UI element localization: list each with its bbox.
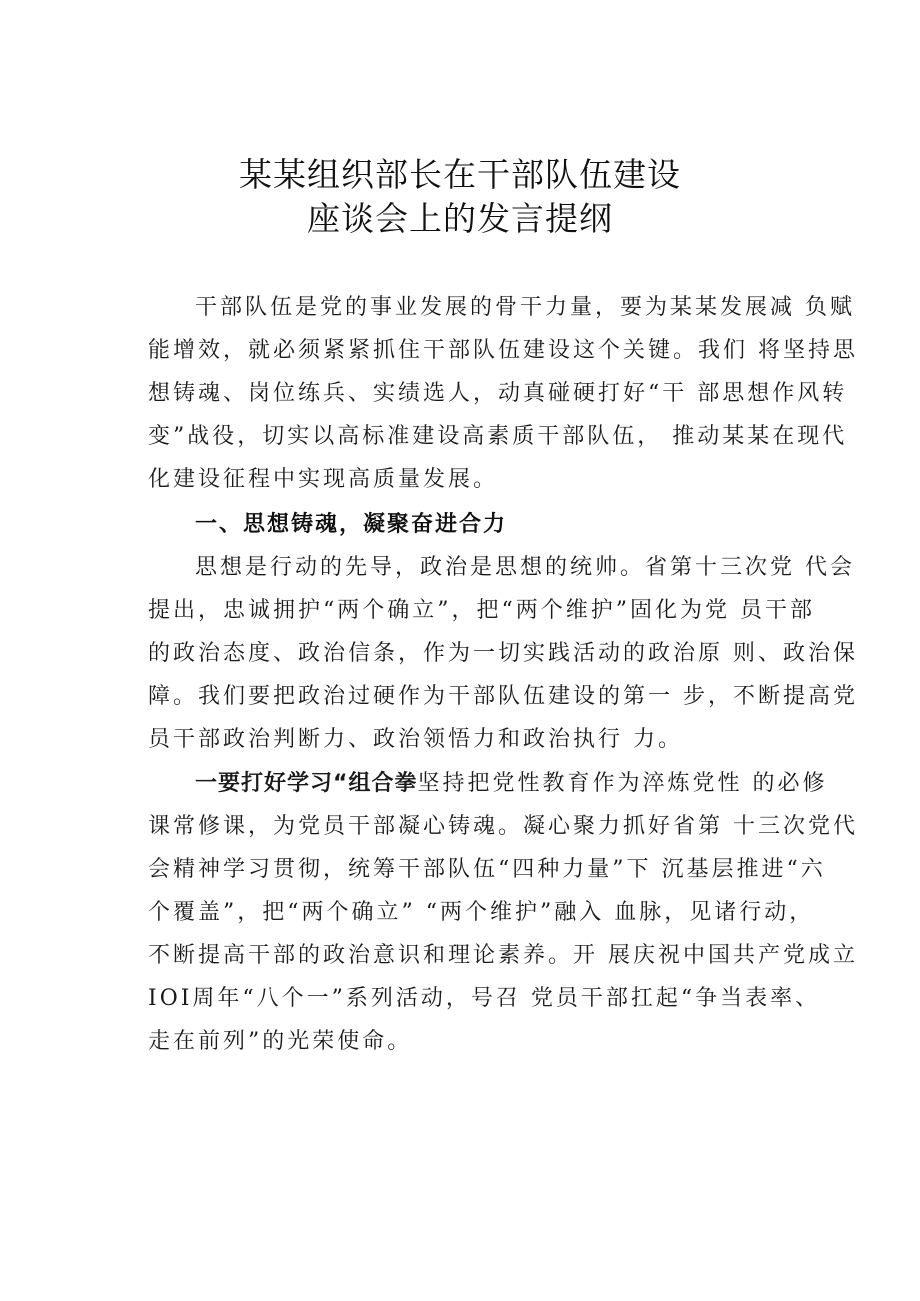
section-para1-line-5: 员干部政治判断力、政治领悟力和政治执行 力。: [148, 727, 683, 752]
section-para2-line-2: 课常修课，为党员干部凝心铸魂。凝心聚力抓好省第 十三次党代: [148, 814, 858, 839]
section-para1-line-4: 障。我们要把政治过硬作为干部队伍建设的第一 步，不断提高党: [148, 684, 858, 709]
section-para2-line-1: [195, 769, 828, 799]
para2-first-line-rest: 坚持把党性教育作为淬炼党性 的必修: [417, 771, 828, 796]
intro-line-1: 干部队伍是党的事业发展的骨干力量，要为某某发展减 负赋: [195, 295, 855, 320]
intro-line-5: 化建设征程中实现高质量发展。: [148, 467, 499, 492]
section-para2-line-7: 走在前列”的光荣使命。: [148, 1029, 413, 1054]
intro-line-2: 能增效，就必须紧紧抓住干部队伍建设这个关键。我们 将坚持思: [148, 338, 858, 363]
section-para1-line-1: 思想是行动的先导，政治是思想的统帅。省第十三次党 代会: [195, 555, 855, 580]
section-para1-line-3: 的政治态度、政治信条，作为一切实践活动的政治原 则、政治保: [148, 641, 858, 666]
section-para2-line-5: 不断提高干部的政治意识和理论素养。开 展庆祝中国共产党成立: [148, 943, 858, 968]
section-para2-line-6: IOI周年“八个一”系列活动，号召 党员干部扛起“争当表率、: [148, 986, 821, 1011]
para2-bold-lead: 一要打好学习“组合拳: [195, 771, 418, 796]
intro-line-3: 想铸魂、岗位练兵、实绩选人，动真碰硬打好“干 部思想作风转: [148, 381, 848, 406]
document-title-line-1: 某某组织部长在干部队伍建设: [239, 155, 681, 194]
intro-line-4: 变”战役，切实以高标准建设高素质干部队伍， 推动某某在现代: [148, 424, 848, 449]
section-heading: 一、思想铸魂，凝聚奋进合力: [195, 512, 508, 537]
document-title-line-2: 座谈会上的发言提纲: [307, 199, 613, 238]
section-para2-line-3: 会精神学习贯彻，统筹干部队伍“四种力量”下 沉基层推进“六: [148, 857, 826, 882]
section-para1-line-2: 提出，忠诚拥护“两个确立”，把“两个维护”固化为党 员干部: [148, 598, 815, 623]
section-para2-line-4: 个覆盖”，把“两个确立” “两个维护”融入 血脉，见诸行动，: [148, 900, 815, 925]
